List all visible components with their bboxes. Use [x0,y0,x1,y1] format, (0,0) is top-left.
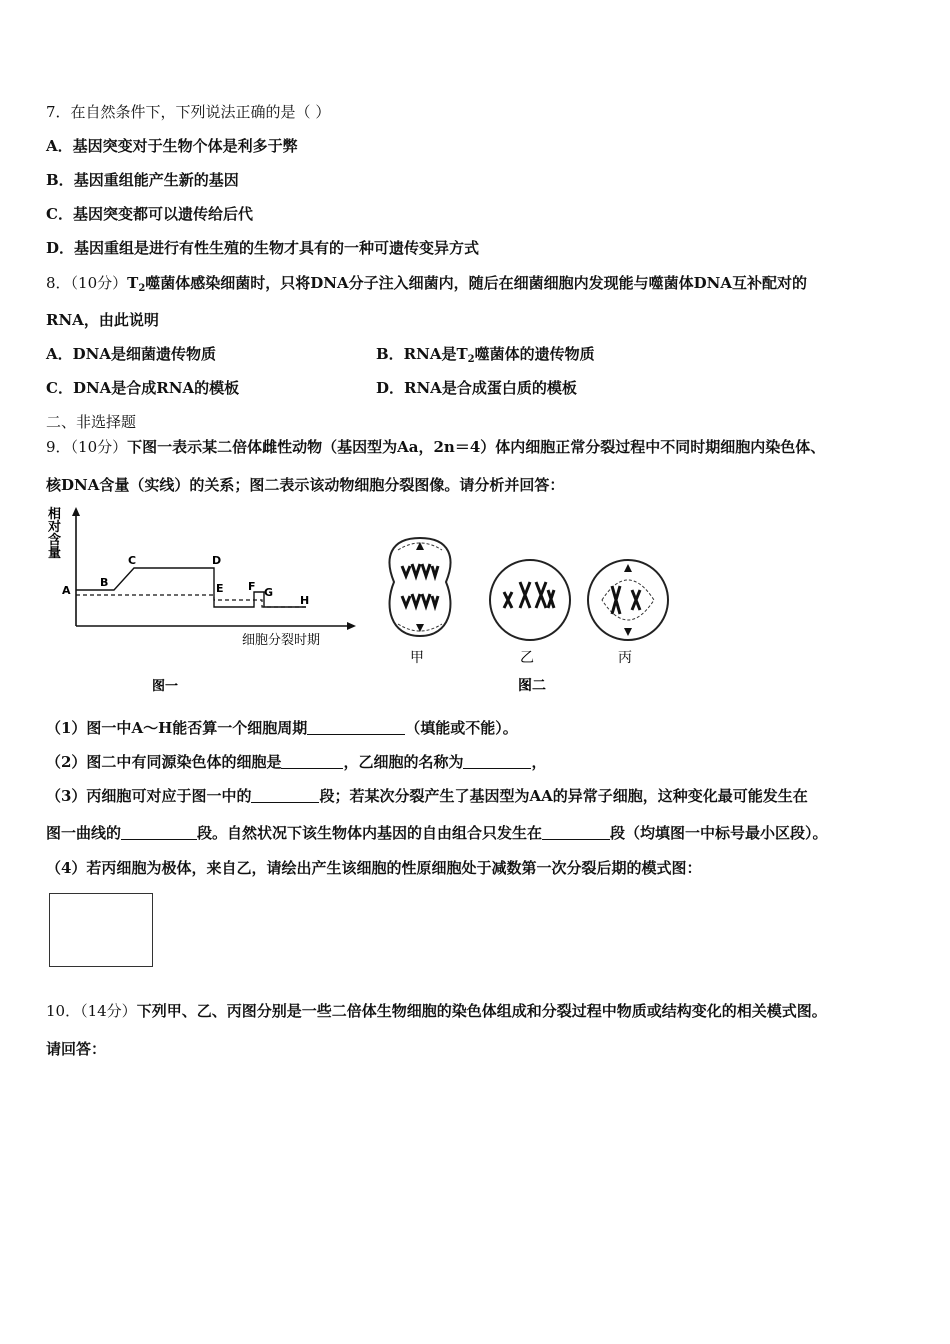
answer-blank[interactable] [307,720,405,735]
point-label-c: C [128,554,137,567]
cell-yi [490,560,570,640]
point-label-a: A [62,584,71,597]
y-label-char: 含 [48,533,62,548]
point-label-f: F [248,580,256,593]
q9-part-4: （4）若丙细胞为极体，来自乙，请绘出产生该细胞的性原细胞处于减数第一次分裂后期的模式图： [46,859,702,877]
point-label-g: G [264,586,274,599]
q9-part-2: （2）图二中有同源染色体的细胞是 ，乙细胞的名称为 ， [46,753,547,771]
q8-stem: 8．（10分）$T_2$噬菌体感染细菌时，只将DNA分子注入细菌内，随后在细菌细胞内发现能与噬菌体DNA互补配对的 [46,274,807,294]
figure-2-cells [380,530,680,698]
q7-option-d: D．基因重组是进行有性生殖的生物才具有的一种可遗传变异方式 [46,239,480,257]
figure-1-caption: 图一 [152,679,179,694]
q8-option-a: A．DNA是细菌遗传物质 [46,345,216,363]
q9-part-1: （1）图一中A～H能否算一个细胞周期 （填能或不能）。 [46,719,518,737]
q8-stem-line2: RNA，由此说明 [46,311,159,329]
q7-option-c: C．基因突变都可以遗传给后代 [46,205,253,223]
answer-blank[interactable] [251,788,319,803]
q9-part-3-line2: 图一曲线的 段。自然状况下该生物体内基因的自由组合只发生在 段（均填图一中标号最小区段）。 [46,824,828,842]
q7-option-a: A．基因突变对于生物个体是利多于弊 [46,137,298,155]
q9-stem: 9．（10分）下图一表示某二倍体雌性动物（基因型为Aa，2n＝4）体内细胞正常分裂过程中不同时期细胞内染色体、 [46,438,826,456]
figure-1-graph [44,504,364,696]
q9-stem-line2: 核DNA含量（实线）的关系；图二表示该动物细胞分裂图像。请分析并回答： [46,476,565,494]
y-label-char: 相 [48,507,62,522]
point-label-b: B [100,576,109,589]
y-label-char: 对 [48,520,62,535]
point-label-h: H [300,594,310,607]
q8-option-c: C．DNA是合成RNA的模板 [46,379,240,397]
x-axis-arrow [347,622,356,630]
answer-blank[interactable] [121,825,197,840]
q7-stem: 7．在自然条件下，下列说法正确的是（ ） [46,103,331,121]
cell-jia [390,538,451,636]
point-label-e: E [216,582,224,595]
answer-blank[interactable] [281,754,343,769]
q9-part-3: （3）丙细胞可对应于图一中的 段；若某次分裂产生了基因型为AA的异常子细胞，这种变化最可能发生在 [46,787,808,805]
drawing-answer-box[interactable] [49,893,153,967]
y-label-char: 量 [48,546,62,561]
cell-bing [588,560,668,640]
section-heading: 二、非选择题 [46,413,137,431]
figure-2-caption: 图二 [518,678,546,694]
x-axis-label: 细胞分裂时期 [242,633,321,648]
y-axis-arrow [72,507,80,516]
point-label-d: D [212,554,222,567]
answer-blank[interactable] [463,754,531,769]
q8-option-d: D．RNA是合成蛋白质的模板 [376,379,577,397]
q10-stem: 10．（14分）下列甲、乙、丙图分别是一些二倍体生物细胞的染色体组成和分裂过程中物质或结构变化的相关模式图。 [46,1002,827,1020]
cell-label-jia: 甲 [410,650,424,666]
cell-label-yi: 乙 [520,650,534,666]
q8-option-b: B．RNA是$T_2$噬菌体的遗传物质 [376,345,595,365]
cell-label-bing: 丙 [618,650,632,666]
answer-blank[interactable] [542,825,610,840]
q7-option-b: B．基因重组能产生新的基因 [46,171,239,189]
q10-stem-line2: 请回答： [46,1040,107,1058]
